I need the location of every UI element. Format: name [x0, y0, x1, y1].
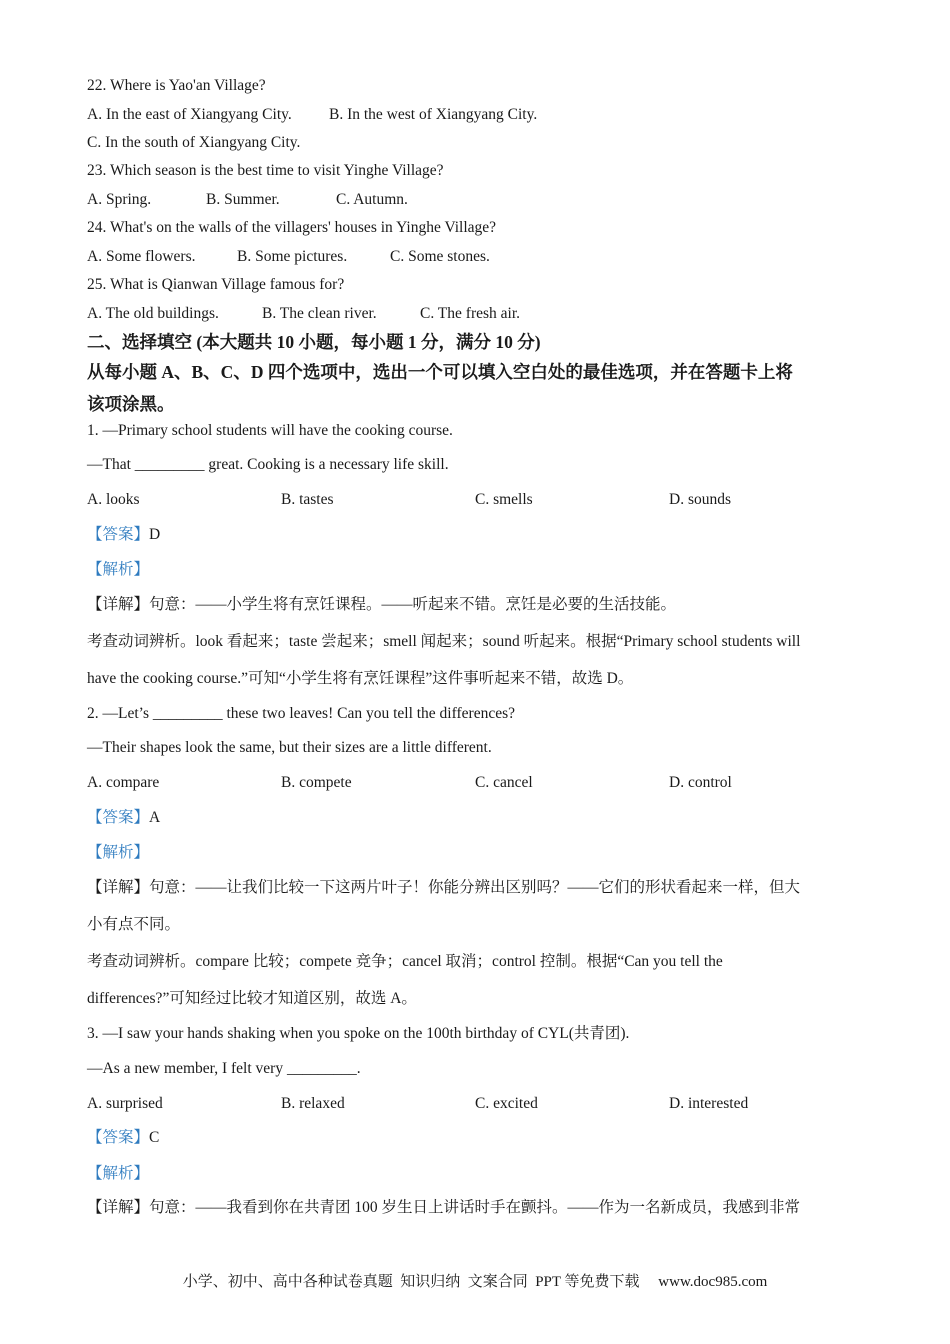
q25-option-c: C. The fresh air.	[420, 305, 521, 322]
q24-option-c: C. Some stones.	[390, 248, 490, 265]
q1-explain-line1: 考查动词辨析。look 看起来；taste 尝起来；smell 闻起来；sound 听起来。根据“Primary school students will	[87, 633, 801, 650]
q23-option-c: C. Autumn.	[336, 191, 408, 208]
answer-label: 【答案】	[87, 1129, 150, 1146]
detail-label: 【详解】	[87, 596, 150, 613]
q24-option-a: A. Some flowers.	[87, 248, 196, 265]
q1-answer-value: D	[149, 526, 161, 543]
q2-detail-line1	[87, 878, 800, 898]
q23-option-a: A. Spring.	[87, 191, 152, 208]
q1-option-d: D. sounds	[669, 491, 732, 508]
q22-option-c: C. In the south of Xiangyang City.	[87, 134, 301, 151]
q3-line2: —As a new member, I felt very _________.	[87, 1060, 361, 1077]
q1-option-c: C. smells	[475, 491, 533, 508]
q3-detail	[87, 1198, 800, 1218]
q2-option-c: C. cancel	[475, 774, 533, 791]
q3-option-a: A. surprised	[87, 1095, 163, 1112]
q2-detail-text: 句意：——让我们比较一下这两片叶子！你能分辨出区别吗？——它们的形状看起来一样，但大	[149, 879, 801, 896]
q3-answer	[87, 1128, 159, 1148]
answer-label: 【答案】	[87, 809, 150, 826]
section-title: 二、选择填空 (本大题共 10 小题，每小题 1 分，满分 10 分)	[87, 332, 541, 352]
q22-question: 22. Where is Yao'an Village?	[87, 77, 266, 94]
q3-line1: 3. —I saw your hands shaking when you spoke on the 100th birthday of CYL(共青团).	[87, 1025, 630, 1042]
q2-line2: —Their shapes look the same, but their sizes are a little different.	[87, 739, 492, 756]
q22-option-a: A. In the east of Xiangyang City.	[87, 106, 292, 123]
q24-question: 24. What's on the walls of the villagers' houses in Yinghe Village?	[87, 219, 497, 236]
q1-line2: —That _________ great. Cooking is a necessary life skill.	[87, 456, 449, 473]
q23-question: 23. Which season is the best time to visit Yinghe Village?	[87, 162, 444, 179]
q2-option-d: D. control	[669, 774, 732, 791]
q24-option-b: B. Some pictures.	[237, 248, 348, 265]
answer-label: 【答案】	[87, 526, 150, 543]
q1-option-b: B. tastes	[281, 491, 334, 508]
q2-explain-line1: 考查动词辨析。compare 比较；compete 竞争；cancel 取消；control 控制。根据“Can you tell the	[87, 953, 723, 970]
q3-option-c: C. excited	[475, 1095, 538, 1112]
detail-label: 【详解】	[87, 1199, 150, 1216]
q2-detail-line2: 小有点不同。	[87, 916, 181, 933]
q1-analysis	[87, 560, 149, 580]
section-instruction-line2: 该项涂黑。	[87, 394, 175, 414]
q1-explain-line2: have the cooking course.”可知“小学生将有烹饪课程”这件事听起来不错，故选 D。	[87, 670, 634, 687]
section-instruction-line1: 从每小题 A、B、C、D 四个选项中，选出一个可以填入空白处的最佳选项，并在答题卡上将	[87, 362, 793, 382]
q25-option-b: B. The clean river.	[262, 305, 377, 322]
q3-option-b: B. relaxed	[281, 1095, 345, 1112]
q1-answer	[87, 525, 160, 545]
q23-option-b: B. Summer.	[206, 191, 280, 208]
q22-option-b: B. In the west of Xiangyang City.	[329, 106, 538, 123]
page-footer: 小学、初中、高中各种试卷真题 知识归纳 文案合同 PPT 等免费下载 www.doc985.com	[182, 1274, 768, 1290]
q2-answer-value: A	[149, 809, 161, 826]
q1-detail-text: 句意：——小学生将有烹饪课程。——听起来不错。烹饪是必要的生活技能。	[149, 596, 677, 613]
detail-label: 【详解】	[87, 879, 150, 896]
q1-line1: 1. —Primary school students will have the cooking course.	[87, 422, 453, 439]
q2-explain-line2: differences?”可知经过比较才知道区别，故选 A。	[87, 990, 417, 1007]
q25-option-a: A. The old buildings.	[87, 305, 219, 322]
q3-option-d: D. interested	[669, 1095, 749, 1112]
q1-option-a: A. looks	[87, 491, 140, 508]
q1-detail	[87, 595, 676, 615]
q3-answer-value: C	[149, 1129, 160, 1146]
q3-detail-text: 句意：——我看到你在共青团 100 岁生日上讲话时手在颤抖。——作为一名新成员，我感到非常	[149, 1199, 801, 1216]
q2-option-a: A. compare	[87, 774, 160, 791]
analysis-label: 【解析】	[87, 844, 150, 861]
q25-question: 25. What is Qianwan Village famous for?	[87, 276, 345, 293]
q2-answer	[87, 808, 160, 828]
analysis-label: 【解析】	[87, 1165, 150, 1182]
q2-analysis	[87, 843, 149, 863]
q2-line1: 2. —Let’s _________ these two leaves! Can you tell the differences?	[87, 705, 515, 722]
q2-option-b: B. compete	[281, 774, 352, 791]
q3-analysis	[87, 1164, 149, 1184]
analysis-label: 【解析】	[87, 561, 150, 578]
